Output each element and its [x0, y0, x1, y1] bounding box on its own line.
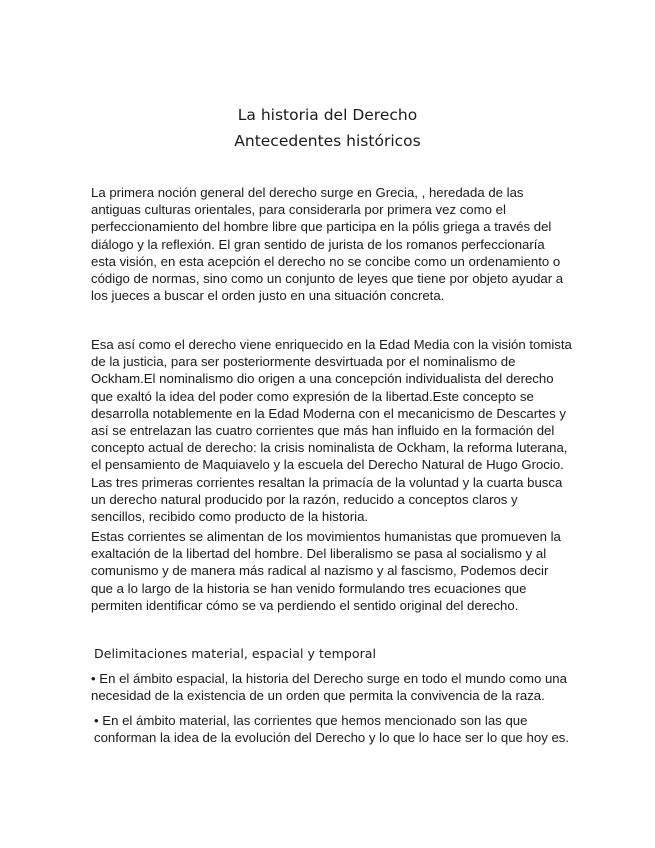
section-heading: Delimitaciones material, espacial y temporal [94, 646, 377, 661]
paragraph: Estas corrientes se alimentan de los movimientos humanistas que promueven la exaltación de la libertad del hombre. Del liberalismo se pasa al socialismo y al comunismo y de manera más radical al nazismo y al fascismo, Podemos decir que a lo largo de la historia se han venido formulando tres ecuaciones que permiten identificar cómo se va perdiendo el sentido original del derecho. [91, 529, 561, 613]
bullet-item: • En el ámbito espacial, la historia del Derecho surge en todo el mundo como una necesidad de la existencia de un orden que permita la convivencia de la raza. [91, 671, 567, 704]
bullet-item: • En el ámbito material, las corrientes que hemos mencionado son las que conforman la idea de la evolución del Derecho y lo que lo hace ser lo que hoy es. [94, 713, 570, 746]
document-subtitle: Antecedentes históricos [234, 132, 421, 150]
document-title: La historia del Derecho [237, 106, 418, 124]
paragraph: La primera noción general del derecho surge en Grecia, , heredada de las antiguas culturas orientales, para considerarla por primera vez como el perfeccionamiento del hombre libre que participa en la pólis griega a través del diálogo y la reflexión. El gran sentido de jurista de los romanos perfeccionaría esta visión, en esta acepción el derecho no se concibe como un ordenamiento o código de normas, sino como un conjunto de leyes que tiene por objeto ayudar a los jueces a buscar el orden justo en una situación concreta. [91, 185, 564, 304]
title-block [0, 102, 655, 154]
paragraph: Esa así como el derecho viene enriquecido en la Edad Media con la visión tomista de la justicia, para ser posteriormente desvirtuada por el nominalismo de Ockham.El nominalismo dio origen a una concepción individualista del derecho que exaltó la idea del poder como expresión de la libertad.Este concepto se desarrolla notablemente en la Edad Moderna con el mecanicismo de Descartes y así se entrelazan las cuatro corrientes que más han influido en la formación del concepto actual de derecho: la crisis nominalista de Ockham, la reforma luterana, el pensamiento de Maquiavelo y la escuela del Derecho Natural de Hugo Grocio. Las tres primeras corrientes resaltan la primacía de la voluntad y la cuarta busca un derecho natural producido por la razón, reducido a conceptos claros y sencillos, recibido como producto de la historia. [91, 337, 572, 525]
